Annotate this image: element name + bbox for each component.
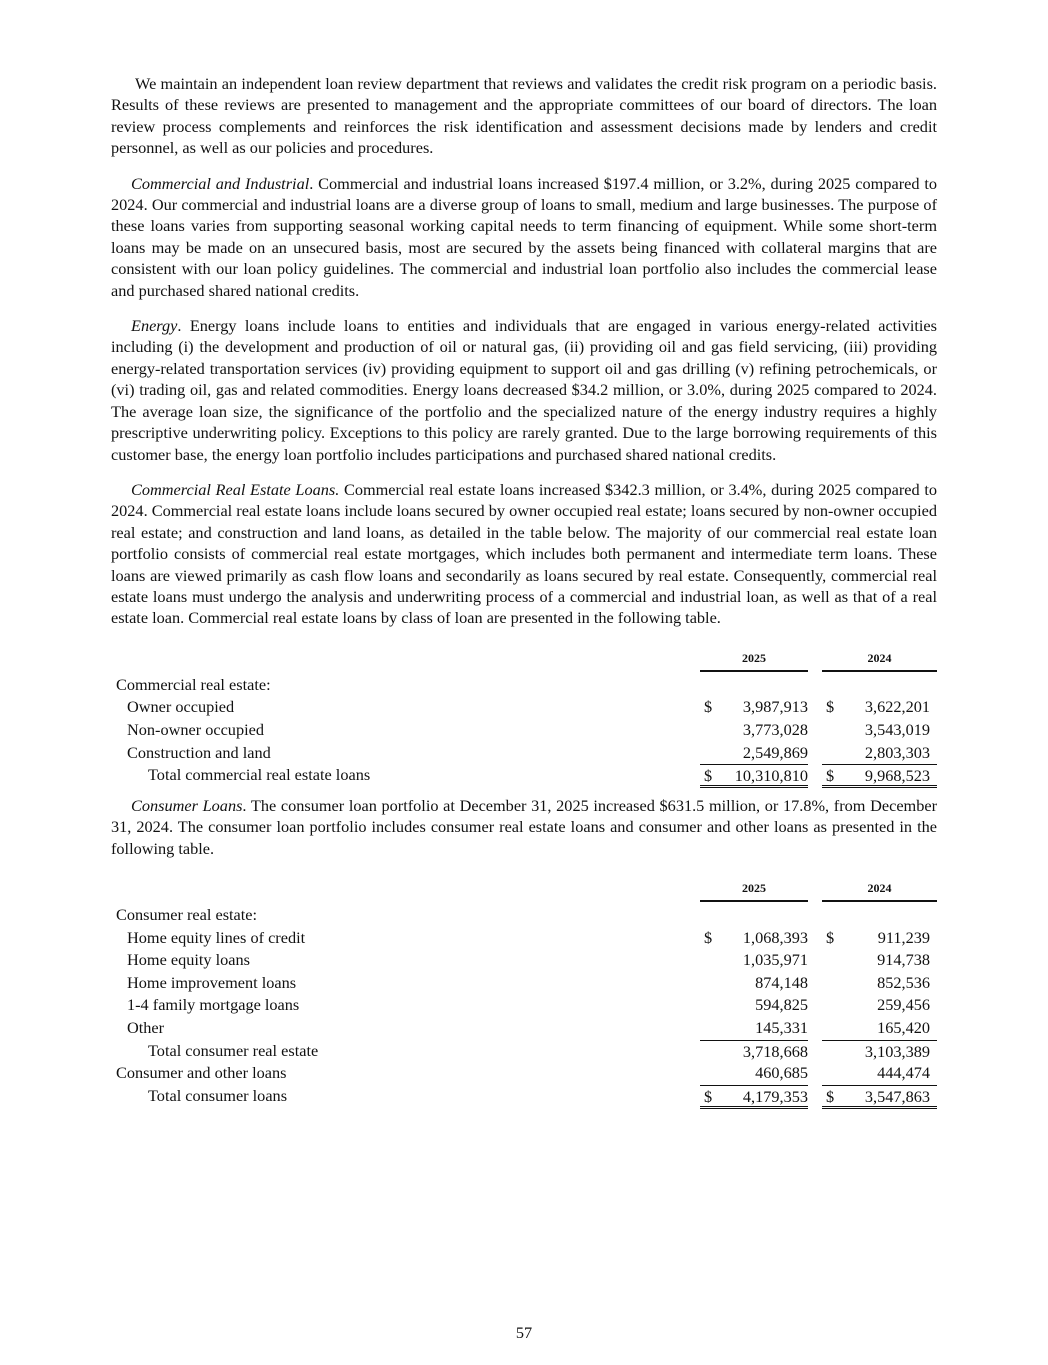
consumer-table <box>111 880 937 1107</box>
dollar-sign: $ <box>826 766 835 786</box>
cre-table <box>111 650 937 787</box>
row-label: Total consumer real estate <box>148 1040 319 1060</box>
table-section-label <box>111 904 937 927</box>
row-label: Non-owner occupied <box>127 719 264 739</box>
intro-paragraph: We maintain an independent loan review department that reviews and validates the credit risk program on a periodic basis. Results of these reviews are presented to management and the appropriate committees of our board of directors. The loan review process complements and reinforces the risk identification and assessment decisions made by lenders and credit personnel, as well as our policies and procedures. <box>111 74 937 158</box>
row-label: Home equity loans <box>127 950 250 970</box>
table-row <box>111 972 937 995</box>
table-row <box>111 927 937 950</box>
value-2024: 259,456 <box>877 995 930 1015</box>
value-2024: 3,622,201 <box>864 697 930 717</box>
value-2024: 9,968,523 <box>864 766 930 786</box>
table-row <box>111 1062 937 1085</box>
value-2025: 594,825 <box>755 995 808 1015</box>
table-row <box>111 696 937 719</box>
row-label: Total consumer loans <box>148 1085 288 1105</box>
section-label: Consumer real estate: <box>116 904 258 924</box>
consumer-loans-paragraph <box>111 795 937 859</box>
table-row <box>111 994 937 1017</box>
dollar-sign: $ <box>826 697 835 717</box>
value-2025: 145,331 <box>755 1017 808 1037</box>
table-total-row <box>111 1085 937 1108</box>
dollar-sign: $ <box>826 1086 835 1106</box>
col-header-2024: 2024 <box>822 650 937 672</box>
col-header-2024: 2024 <box>822 880 937 902</box>
value-2025: 3,718,668 <box>742 1041 808 1061</box>
commercial-industrial-paragraph <box>111 173 937 301</box>
value-2024: 444,474 <box>877 1063 930 1083</box>
table-subtotal-row <box>111 1040 937 1063</box>
commercial-real-estate-paragraph <box>111 479 937 629</box>
table-row <box>111 742 937 765</box>
value-2025: 874,148 <box>755 972 808 992</box>
dollar-sign: $ <box>704 927 713 947</box>
row-label: Owner occupied <box>127 697 235 717</box>
table-row <box>111 719 937 742</box>
section-label: Commercial real estate: <box>116 674 271 694</box>
row-label: Home equity lines of credit <box>127 927 306 947</box>
value-2025: 2,549,869 <box>742 742 808 762</box>
page-number: 57 <box>515 1323 533 1342</box>
table-header <box>111 650 937 674</box>
value-2024: 3,103,389 <box>864 1041 930 1061</box>
cre-heading: Commercial Real Estate Loans. <box>131 479 340 499</box>
table-header <box>111 880 937 904</box>
ci-heading: Commercial and Industrial <box>131 173 310 193</box>
value-2024: 852,536 <box>877 972 930 992</box>
ci-body: . Commercial and industrial loans increased $197.4 million, or 3.2%, during 2025 compared to 2024. Our commercial and industrial loans are a diverse group of loans to small, medium and large businesses. The purpose of these loans varies from supporting seasonal working capital needs to term financing of equipment. While some short-term loans may be made on an unsecured basis, most are secured by the assets being financed with collateral margins that are consistent with our loan policy guidelines. The commercial and industrial loan portfolio also includes the commercial lease and purchased shared national credits. <box>111 173 937 300</box>
consumer-body: . The consumer loan portfolio at December 31, 2025 increased $631.5 million, or 17.8%, from December 31, 2024. The consumer loan portfolio includes consumer real estate loans and consumer and other loans as presented in the following table. <box>111 795 937 858</box>
value-2025: 3,987,913 <box>742 697 808 717</box>
table-row <box>111 949 937 972</box>
energy-heading: Energy <box>131 316 178 336</box>
table-total-row <box>111 764 937 787</box>
row-label: Home improvement loans <box>127 972 297 992</box>
dollar-sign: $ <box>826 927 835 947</box>
table-row <box>111 1017 937 1040</box>
dollar-sign: $ <box>704 697 713 717</box>
energy-body: . Energy loans include loans to entities and individuals that are engaged in various energy-related activities including (i) the development and production of oil or natural gas, (ii) providing oil and gas field servicing, (iii) providing energy-related transportation services (iv) providing equipment to support oil and gas drilling (v) refining petrochemicals, or (vi) trading oil, gas and related commodities. Energy loans decreased $34.2 million, or 3.0%, during 2025 compared to 2024. The average loan size, the significance of the portfolio and the specialized nature of the energy industry requires a highly prescriptive underwriting policy. Exceptions to this policy are rarely granted. Due to the large borrowing requirements of this customer base, the energy loan portfolio includes participations and purchased shared national credits. <box>111 316 937 464</box>
dollar-sign: $ <box>704 1086 713 1106</box>
value-2025: 1,035,971 <box>742 950 808 970</box>
value-2024: 2,803,303 <box>864 742 930 762</box>
value-2024: 3,547,863 <box>864 1086 930 1106</box>
energy-paragraph <box>111 315 937 465</box>
row-label: 1-4 family mortgage loans <box>127 995 300 1015</box>
row-label: Consumer and other loans <box>116 1063 287 1083</box>
cre-body: Commercial real estate loans increased $342.3 million, or 3.4%, during 2025 compared to 2024. Commercial real estate loans include loans secured by owner occupied real estate; loans secured by non-owner occupied real estate; and construction and land loans, as detailed in the table below. The majority of our commercial real estate loan portfolio consists of commercial real estate mortgages, which includes both permanent and intermediate term loans. These loans are viewed primarily as cash flow loans and secondarily as loans secured by real estate. Consequently, commercial real estate loans must undergo the analysis and underwriting process of a commercial and industrial loan, as well as that of a real estate loan. Commercial real estate loans by class of loan are presented in the following table. <box>111 479 938 628</box>
col-header-2025: 2025 <box>700 650 808 672</box>
row-label: Construction and land <box>127 742 271 762</box>
row-label: Other <box>127 1017 165 1037</box>
document-page <box>111 73 937 1107</box>
value-2025: 4,179,353 <box>742 1086 808 1106</box>
value-2024: 914,738 <box>877 950 930 970</box>
col-header-2025: 2025 <box>700 880 808 902</box>
value-2024: 911,239 <box>877 927 930 947</box>
value-2024: 3,543,019 <box>864 719 930 739</box>
value-2024: 165,420 <box>877 1017 930 1037</box>
value-2025: 10,310,810 <box>734 766 808 786</box>
table-section-label <box>111 674 937 697</box>
consumer-heading: Consumer Loans <box>131 795 243 815</box>
value-2025: 3,773,028 <box>742 719 808 739</box>
value-2025: 1,068,393 <box>742 927 808 947</box>
dollar-sign: $ <box>704 766 713 786</box>
row-label: Total commercial real estate loans <box>148 765 371 785</box>
value-2025: 460,685 <box>755 1063 808 1083</box>
